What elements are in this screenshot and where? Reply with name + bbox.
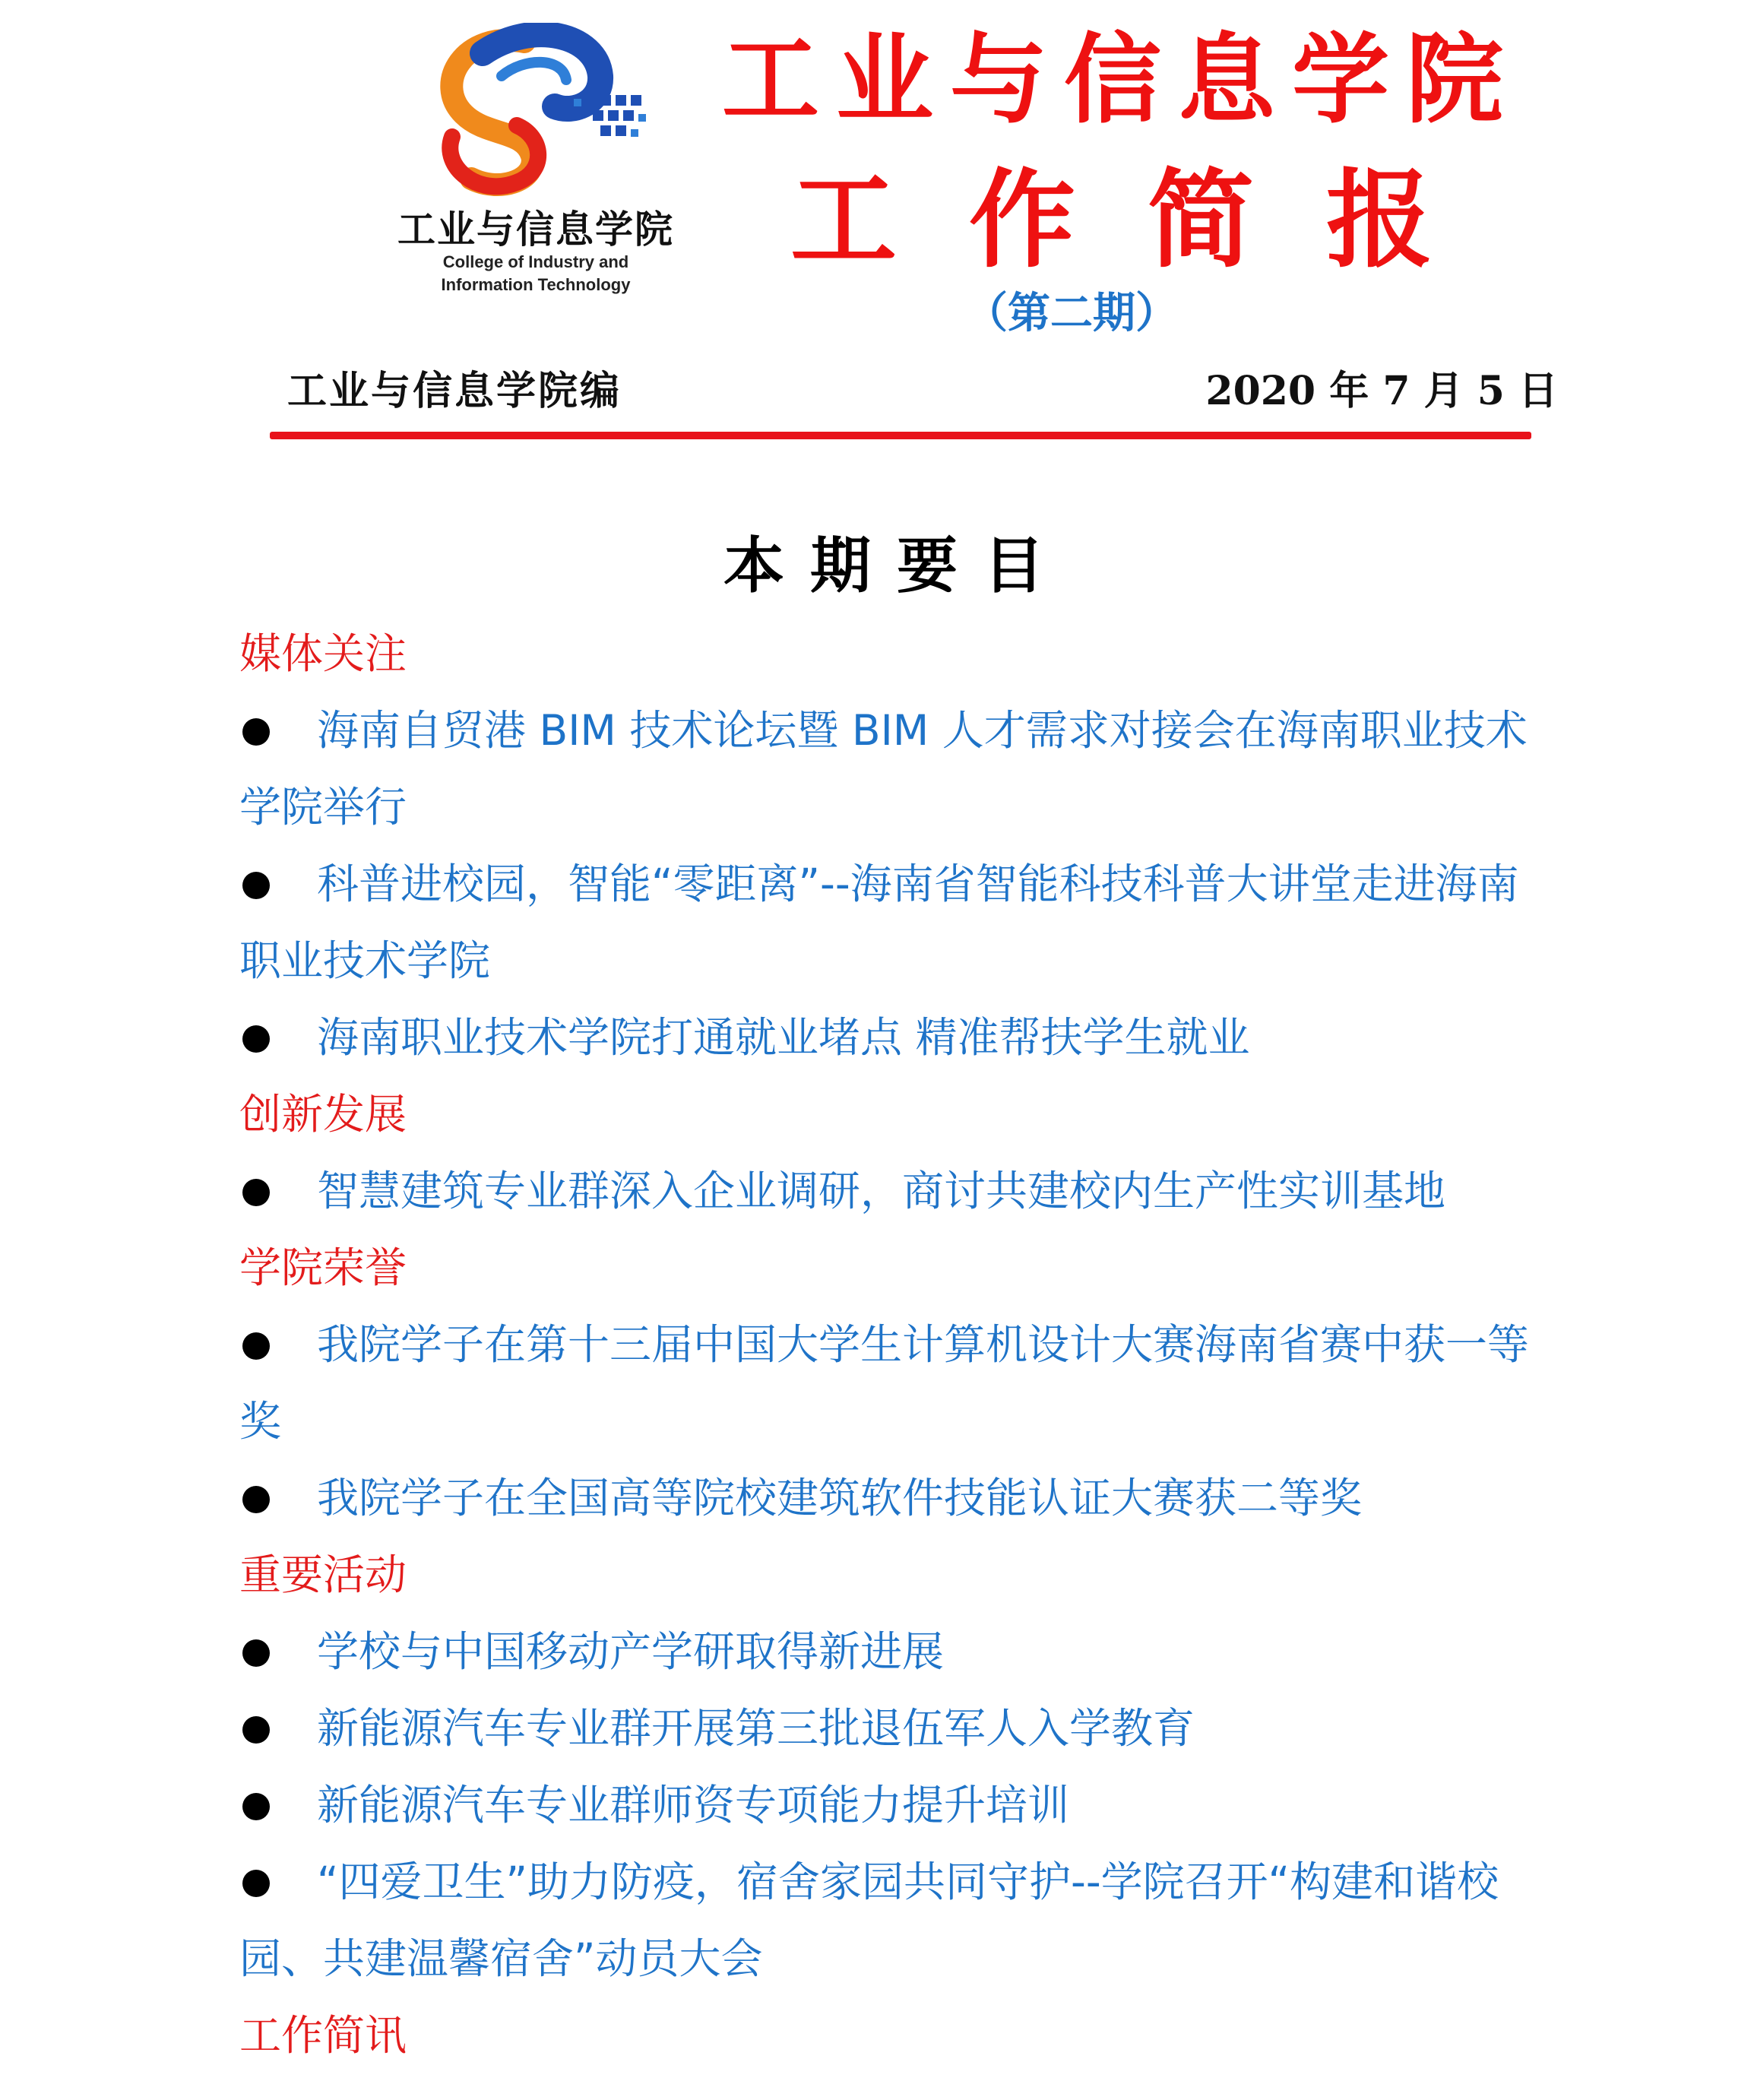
section-title: 重要活动 [239,1550,407,1599]
bullet-icon [242,1025,270,1053]
list-item[interactable] [239,1460,1554,1537]
bulletin-title-college: 工业与信息学院 [722,23,1521,137]
list-item[interactable] [239,1153,1554,1230]
bullet-icon [242,1332,270,1360]
section-title: 创新发展 [239,1090,407,1139]
bullet-icon [242,1179,270,1206]
logo-name-en-line2: Information Technology [441,275,631,294]
list-item[interactable] [239,846,1554,999]
bullet-icon [242,1486,270,1513]
logo-name-en-line1: College of Industry and [442,252,629,271]
list-item-label: 我院学子在第十三届中国大学生计算机设计大赛海南省赛中获一等奖 [239,1320,1530,1446]
college-logo [372,23,692,294]
section-title: 工作简讯 [239,2011,407,2060]
list-item[interactable] [239,1690,1554,1767]
college-emblem-icon [410,23,654,198]
bullet-icon [242,872,270,899]
list-item[interactable] [239,692,1554,846]
masthead-divider [270,432,1531,439]
list-item-label: 海南职业技术学院打通就业堵点 精准帮扶学生就业 [317,1013,1250,1062]
publish-date: 2020 年 7 月 5 日 [1205,368,1558,414]
section-title: 学院荣誉 [239,1243,407,1292]
list-item[interactable] [239,1844,1554,1997]
contents-list [239,616,1554,2074]
contents-heading: 本期要目 [723,531,1070,601]
editor-line: 工业与信息学院编 [287,368,622,414]
list-item-label: 智慧建筑专业群深入企业调研，商讨共建校内生产性实训基地 [317,1167,1446,1215]
bullet-icon [242,1793,270,1820]
list-item[interactable] [239,999,1554,1076]
list-item[interactable] [239,1307,1554,1460]
list-item-label: “四爱卫生”助力防疫，宿舍家园共同守护--学院召开“构建和谐校园、共建温馨宿舍”动员大会 [239,1858,1499,1983]
section-title: 媒体关注 [239,629,407,678]
issue-number: （第二期） [965,289,1178,338]
list-item[interactable] [239,1767,1554,1844]
list-item[interactable] [239,1614,1554,1690]
list-item-label: 新能源汽车专业群师资专项能力提升培训 [317,1781,1070,1829]
bulletin-title-report: 工作简报 [790,158,1505,283]
bullet-icon [242,1870,270,1897]
bullet-icon [242,718,270,746]
bullet-icon [242,1716,270,1744]
list-item-label: 科普进校园，智能“零距离”--海南省智能科技科普大讲堂走进海南职业技术学院 [239,860,1519,985]
list-item-label: 新能源汽车专业群开展第三批退伍军人入学教育 [317,1704,1195,1753]
list-item-label: 我院学子在全国高等院校建筑软件技能认证大赛获二等奖 [317,1474,1363,1522]
list-item-label: 学校与中国移动产学研取得新进展 [317,1627,945,1676]
list-item-label: 海南自贸港 BIM 技术论坛暨 BIM 人才需求对接会在海南职业技术学院举行 [239,706,1528,831]
logo-name-cn: 工业与信息学院 [397,207,674,252]
bullet-icon [242,1639,270,1667]
